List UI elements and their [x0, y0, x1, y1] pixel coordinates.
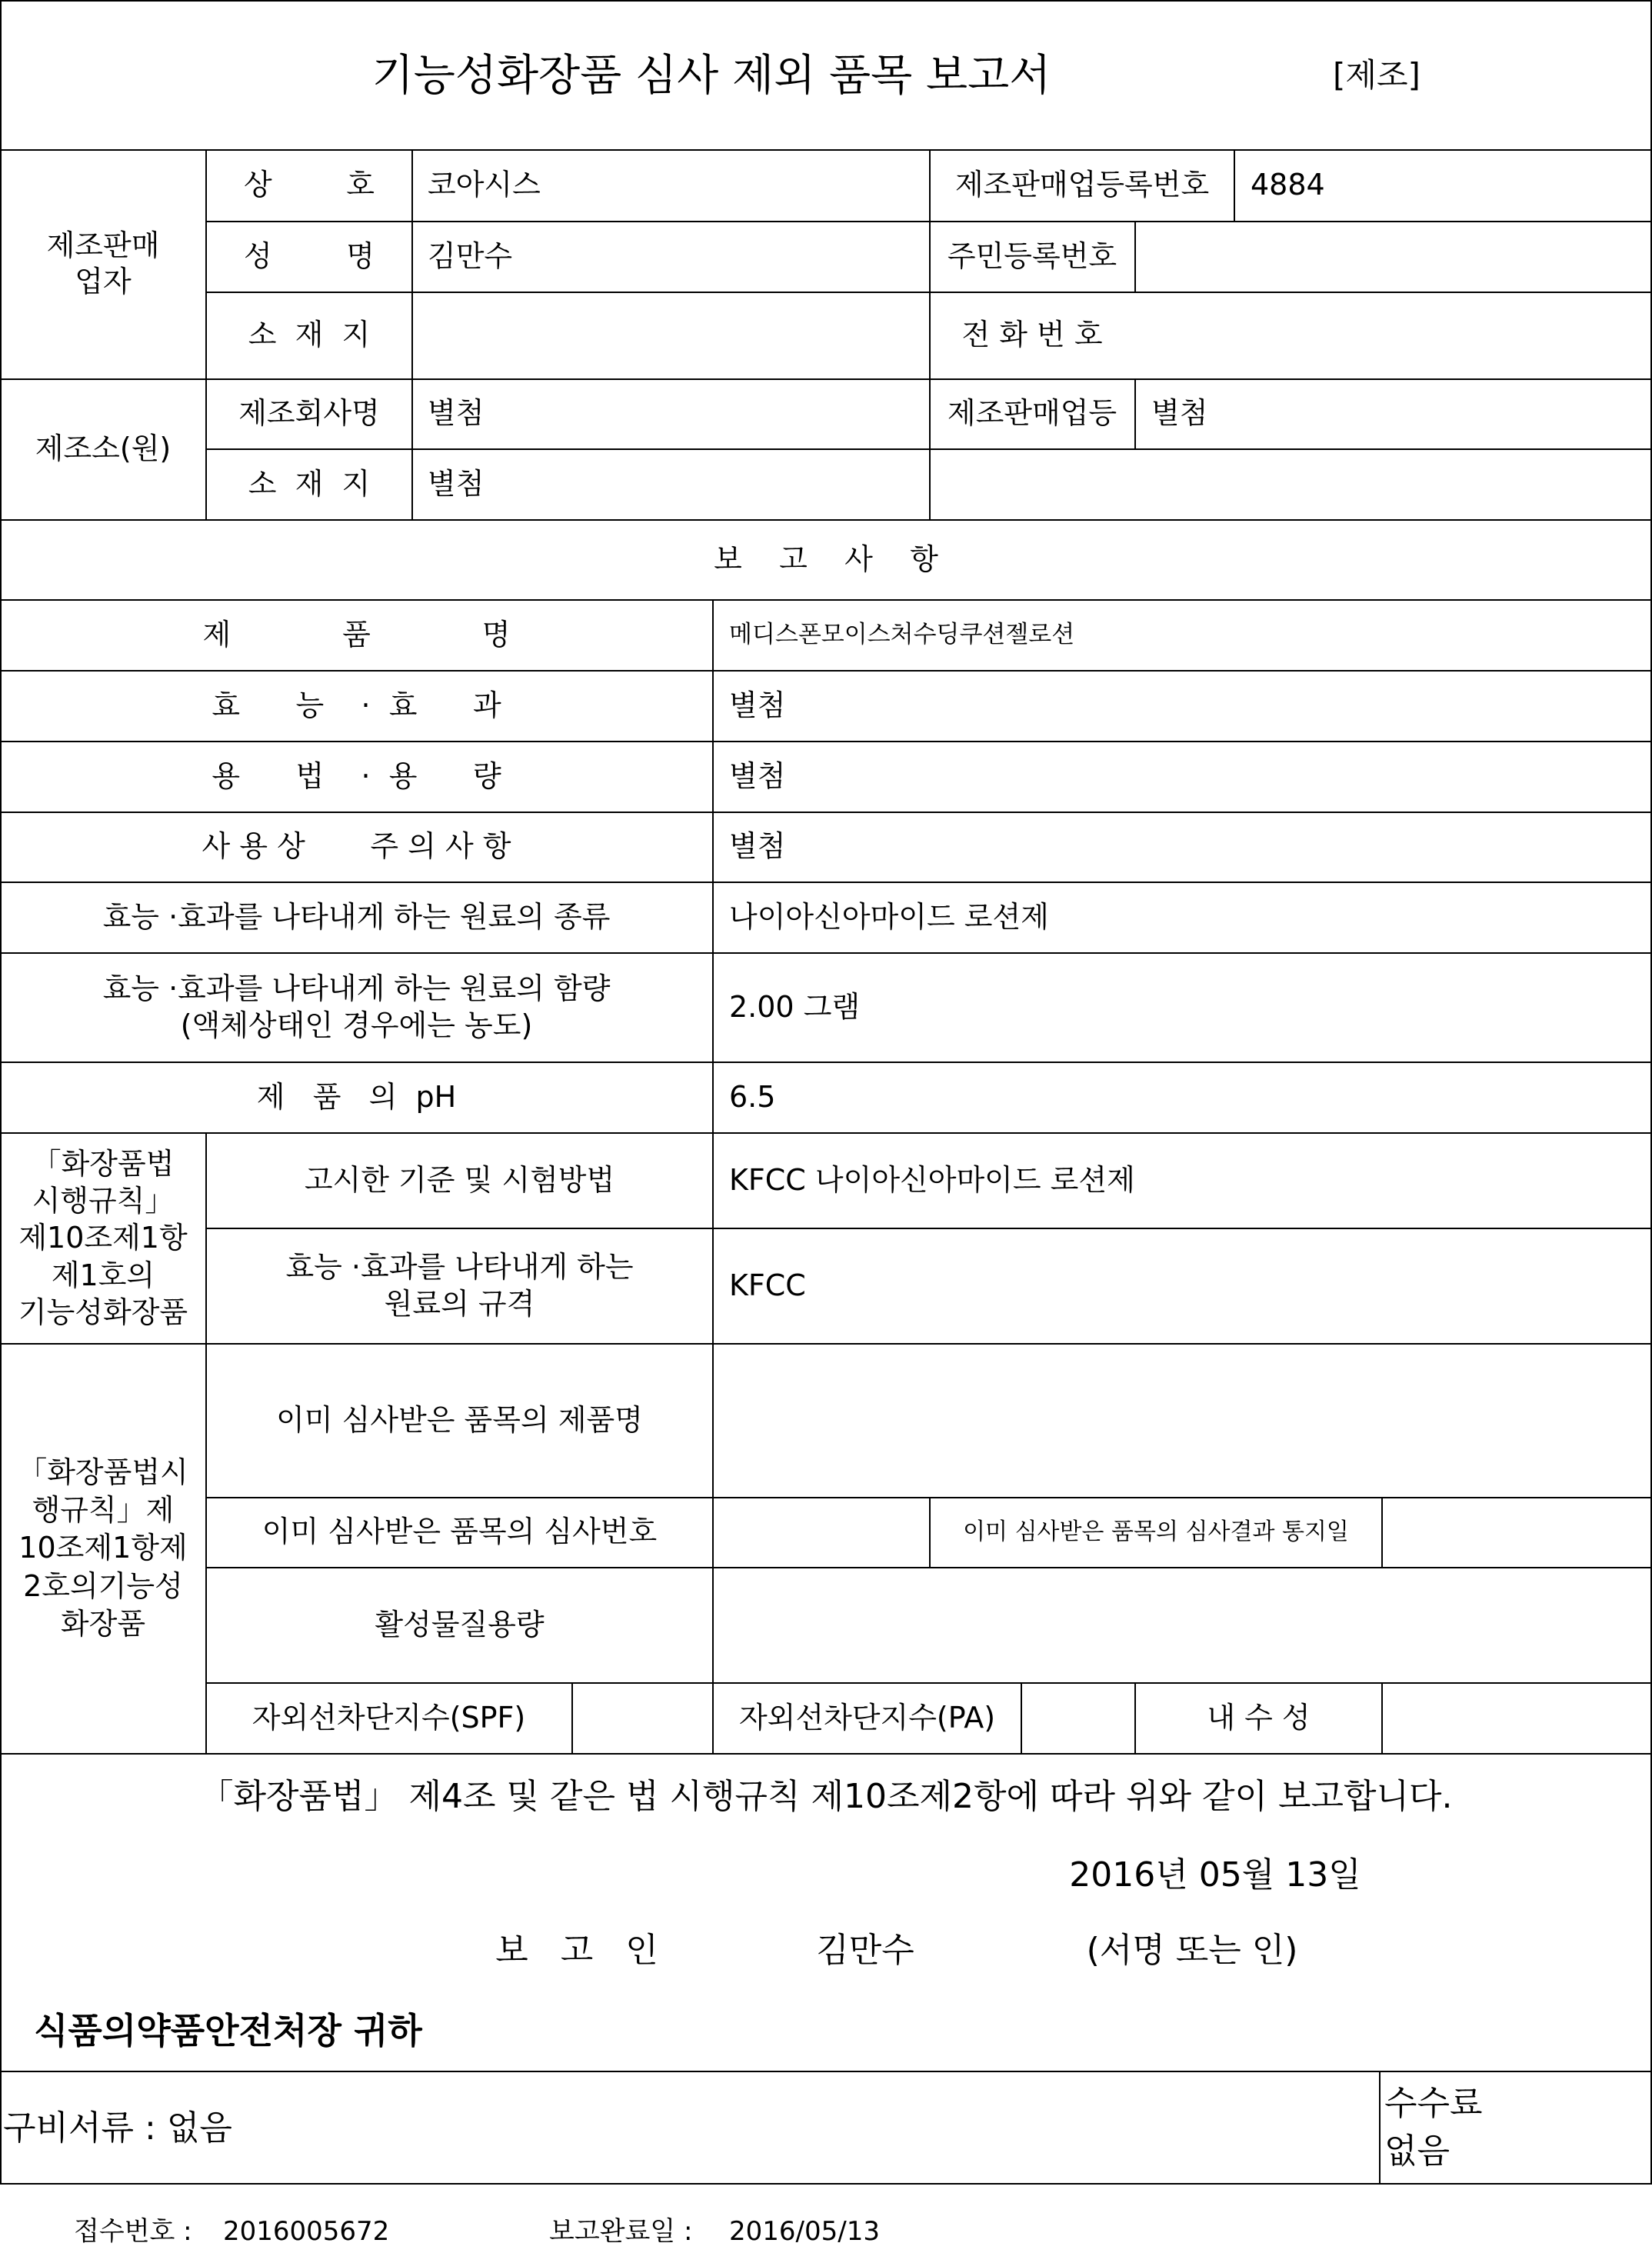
attached-documents: 구비서류 : 없음 [3, 2108, 232, 2148]
ph-value: 6.5 [729, 1079, 776, 1114]
spec-label: 효능 ·효과를 나타내게 하는 원료의 규격 [285, 1250, 634, 1321]
factory-address-value: 별첨 [428, 466, 485, 501]
declaration-statement: 「화장품법」 제4조 및 같은 법 시행규칙 제10조제2항에 따라 위와 같이 보고합니다. [199, 1776, 1453, 1816]
usage-label: 용 법 · 용 량 [211, 758, 501, 793]
divider [1379, 2071, 1381, 2185]
review-no-value [714, 1498, 929, 1567]
receipt-number: 2016005672 [223, 2216, 390, 2247]
reg-no-value: 4884 [1251, 168, 1325, 202]
report-section-header: 보 고 사 항 [714, 542, 938, 576]
efficacy-label: 효 능 · 효 과 [211, 688, 501, 722]
precautions-value: 별첨 [729, 829, 786, 864]
ingredient-amount-value: 2.00 그램 [729, 989, 861, 1024]
standard-label: 고시한 기준 및 시험방법 [304, 1162, 615, 1197]
ingredient-type-label: 효능 ·효과를 나타내게 하는 원료의 종류 [102, 899, 611, 934]
completion-date-label: 보고완료일 : [549, 2216, 693, 2247]
fee-value: 없음 [1384, 2131, 1450, 2171]
address-value [412, 292, 929, 378]
standard-value: KFCC 나이아신아마이드 로션제 [729, 1162, 1135, 1197]
spf-value [573, 1683, 712, 1753]
reg-no-label: 제조판매업등록번호 [954, 168, 1210, 202]
active-amount-label: 활성물질용량 [375, 1607, 545, 1641]
result-date-label: 이미 심사받은 품목의 심사결과 통지일 [963, 1518, 1349, 1546]
ingredient-amount-label: 효능 ·효과를 나타내게 하는 원료의 함량 (액체상태인 경우에는 농도) [102, 972, 611, 1042]
reporter-name: 김만수 [816, 1930, 914, 1970]
water-resistance-value [1383, 1683, 1650, 1753]
phone-label: 전 화 번 호 [961, 318, 1103, 352]
factory-company-value: 별첨 [428, 396, 485, 431]
active-amount-value [714, 1568, 1650, 1682]
phone-value [1136, 292, 1650, 378]
address-label: 소 재 지 [248, 318, 371, 352]
divider [0, 2183, 1652, 2185]
fee-label: 수수료 [1384, 2083, 1483, 2123]
reporter-label: 보 고 인 [495, 1930, 658, 1970]
divider [0, 0, 1652, 2]
factory-registration-value: 별첨 [1151, 396, 1208, 431]
ingredient-type-value: 나이아신아마이드 로션제 [729, 899, 1049, 934]
form-type-tag: [제조] [1333, 55, 1421, 94]
company-label: 상 호 [243, 168, 375, 202]
pa-label: 자외선차단지수(PA) [738, 1700, 996, 1735]
spf-label: 자외선차단지수(SPF) [251, 1700, 526, 1735]
factory-address-label: 소 재 지 [248, 466, 371, 501]
rule2-section-label: 「화장품법시 행규칙」제 10조제1항제 2호의기능성 화장품 [18, 1455, 188, 1641]
usage-value: 별첨 [729, 758, 786, 793]
resident-no-value [1136, 222, 1650, 292]
review-no-label: 이미 심사받은 품목의 심사번호 [261, 1515, 658, 1549]
reviewed-product-name-value [714, 1344, 1650, 1497]
signature-hint: (서명 또는 인) [1086, 1930, 1298, 1970]
divider [0, 1753, 1652, 1755]
product-name-value: 메디스폰모이스처수딩쿠션젤로션 [729, 621, 1075, 649]
manufacturer-section-label: 제조판매 업자 [46, 228, 160, 298]
rule1-section-label: 「화장품법 시행규칙」 제10조제1항 제1호의 기능성화장품 [18, 1146, 188, 1329]
factory-section-label: 제조소(원) [35, 432, 172, 466]
recipient: 식품의약품안전처장 귀하 [34, 2010, 422, 2052]
product-name-label: 제 품 명 [202, 617, 511, 652]
page-title: 기능성화장품 심사 제외 품목 보고서 [371, 51, 1051, 101]
receipt-number-label: 접수번호 : [74, 2216, 192, 2247]
factory-registration-label: 제조판매업등 [947, 396, 1117, 431]
company-value: 코아시스 [428, 168, 541, 202]
precautions-label: 사 용 상 주 의 사 항 [202, 829, 511, 864]
factory-company-label: 제조회사명 [238, 396, 380, 431]
resident-no-label: 주민등록번호 [947, 239, 1117, 274]
ph-label: 제 품 의 pH [256, 1079, 457, 1114]
water-resistance-label: 내 수 성 [1207, 1700, 1311, 1735]
result-date-value [1383, 1498, 1650, 1567]
name-label: 성 명 [243, 239, 375, 274]
pa-value [1022, 1683, 1134, 1753]
completion-date: 2016/05/13 [729, 2216, 880, 2247]
efficacy-value: 별첨 [729, 688, 786, 722]
report-date: 2016년 05월 13일 [1069, 1855, 1361, 1895]
reviewed-product-name-label: 이미 심사받은 품목의 제품명 [276, 1402, 643, 1437]
name-value: 김만수 [428, 239, 513, 274]
spec-value: KFCC [729, 1268, 806, 1302]
